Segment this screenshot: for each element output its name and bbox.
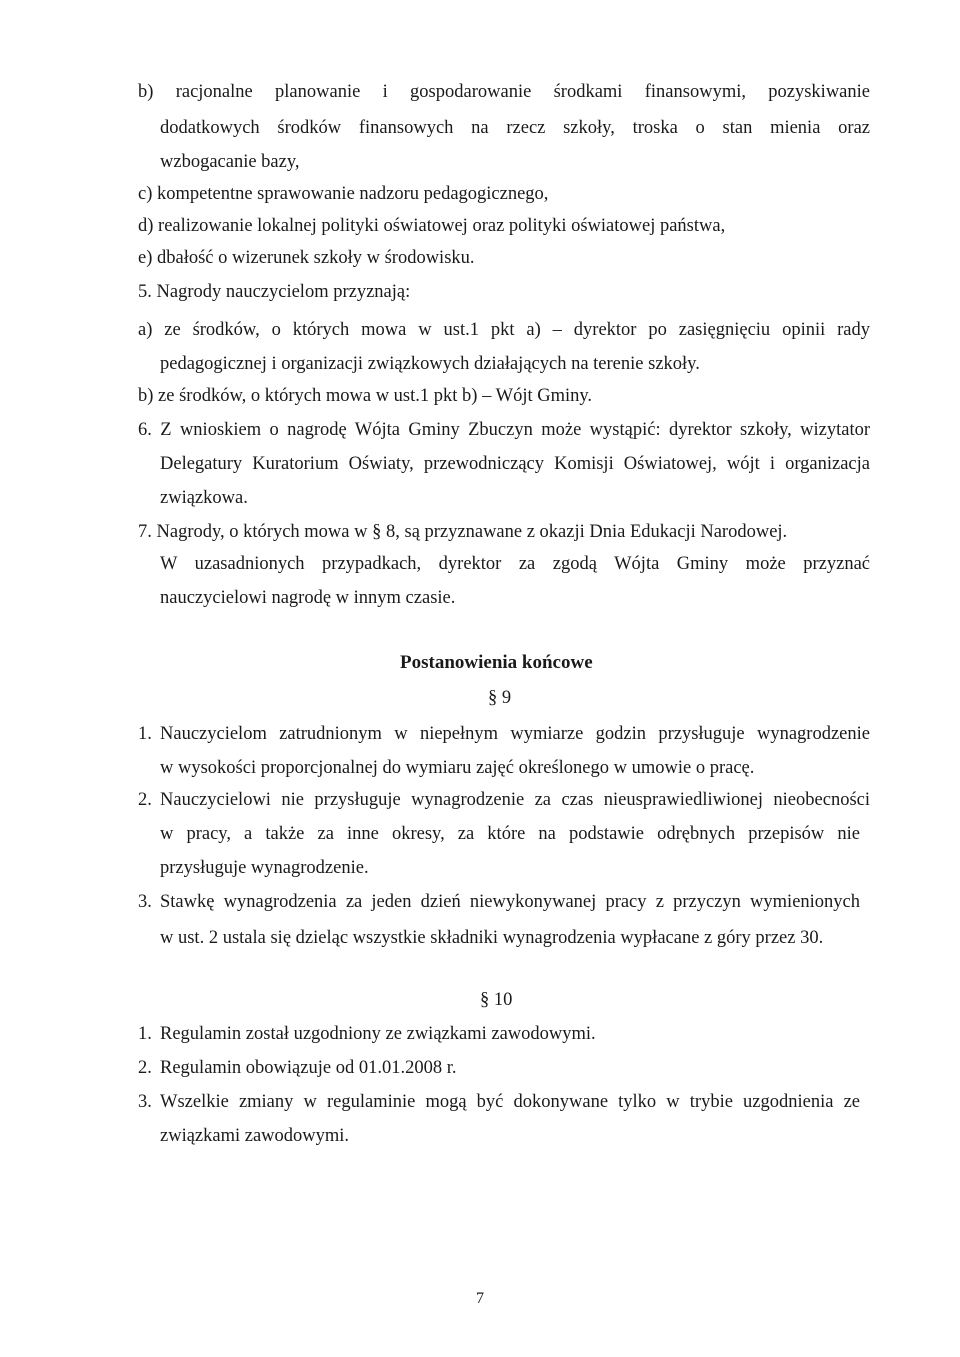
par10-item-3-line-1: Wszelkie zmiany w regulaminie mogą być dokonywane tylko w trybie uzgodnienia ze	[160, 1092, 860, 1112]
par9-item-3-line-2: w ust. 2 ustala się dzieląc wszystkie składniki wynagrodzenia wypłacane z góry przez 30.	[160, 928, 824, 948]
par10-item-1-number: 1.	[138, 1024, 152, 1044]
item-e: e) dbałość o wizerunek szkoły w środowisku.	[138, 248, 475, 268]
section-heading: Postanowienia końcowe	[400, 652, 593, 673]
page-number: 7	[476, 1290, 484, 1307]
par9-item-1-line-2: w wysokości proporcjonalnej do wymiaru zajęć określonego w umowie o pracę.	[160, 758, 755, 778]
par9-item-3-line-1: Stawkę wynagrodzenia za jeden dzień niewykonywanej pracy z przyczyn wymienionych	[160, 892, 860, 912]
point-5-intro: 5. Nagrody nauczycielom przyznają:	[138, 282, 411, 302]
paragraph-10-mark: § 10	[480, 990, 513, 1010]
item-b-line-2: dodatkowych środków finansowych na rzecz szkoły, troska o stan mienia oraz	[160, 118, 870, 138]
par10-item-2-line-1: Regulamin obowiązuje od 01.01.2008 r.	[160, 1058, 457, 1078]
par10-item-3-number: 3.	[138, 1092, 152, 1112]
par9-item-2-number: 2.	[138, 790, 152, 810]
par9-item-2-line-3: przysługuje wynagrodzenie.	[160, 858, 369, 878]
point-6-line-2: Delegatury Kuratorium Oświaty, przewodniczący Komisji Oświatowej, wójt i organizacja	[160, 454, 870, 474]
point-7-line-1: 7. Nagrody, o których mowa w § 8, są przyznawane z okazji Dnia Edukacji Narodowej.	[138, 522, 788, 542]
par10-item-1-line-1: Regulamin został uzgodniony ze związkami zawodowymi.	[160, 1024, 596, 1044]
point-7-line-3: nauczycielowi nagrodę w innym czasie.	[160, 588, 456, 608]
par10-item-3-line-2: związkami zawodowymi.	[160, 1126, 350, 1146]
item-c: c) kompetentne sprawowanie nadzoru pedagogicznego,	[138, 184, 549, 204]
paragraph-9-mark: § 9	[488, 688, 512, 708]
point-5-b: b) ze środków, o których mowa w ust.1 pkt b) – Wójt Gminy.	[138, 386, 593, 406]
par10-item-2-number: 2.	[138, 1058, 152, 1078]
item-d: d) realizowanie lokalnej polityki oświatowej oraz polityki oświatowej państwa,	[138, 216, 726, 236]
par9-item-3-number: 3.	[138, 892, 152, 912]
par9-item-1-number: 1.	[138, 724, 152, 744]
par9-item-1-line-1: Nauczycielom zatrudnionym w niepełnym wymiarze godzin przysługuje wynagrodzenie	[160, 724, 870, 744]
point-6-line-1: 6. Z wnioskiem o nagrodę Wójta Gminy Zbuczyn może wystąpić: dyrektor szkoły, wizytator	[138, 420, 870, 440]
item-b-line-1: b) racjonalne planowanie i gospodarowanie środkami finansowymi, pozyskiwanie	[138, 82, 870, 102]
par9-item-2-line-2: w pracy, a także za inne okresy, za które na podstawie odrębnych przepisów nie	[160, 824, 860, 844]
item-b-line-3: wzbogacanie bazy,	[160, 152, 300, 172]
point-5-a-line-1: a) ze środków, o których mowa w ust.1 pkt a) – dyrektor po zasięgnięciu opinii rady	[138, 320, 870, 340]
point-7-line-2: W uzasadnionych przypadkach, dyrektor za zgodą Wójta Gminy może przyznać	[160, 554, 870, 574]
point-6-line-3: związkowa.	[160, 488, 248, 508]
point-5-a-line-2: pedagogicznej i organizacji związkowych działających na terenie szkoły.	[160, 354, 700, 374]
par9-item-2-line-1: Nauczycielowi nie przysługuje wynagrodzenie za czas nieusprawiedliwionej nieobecności	[160, 790, 870, 810]
